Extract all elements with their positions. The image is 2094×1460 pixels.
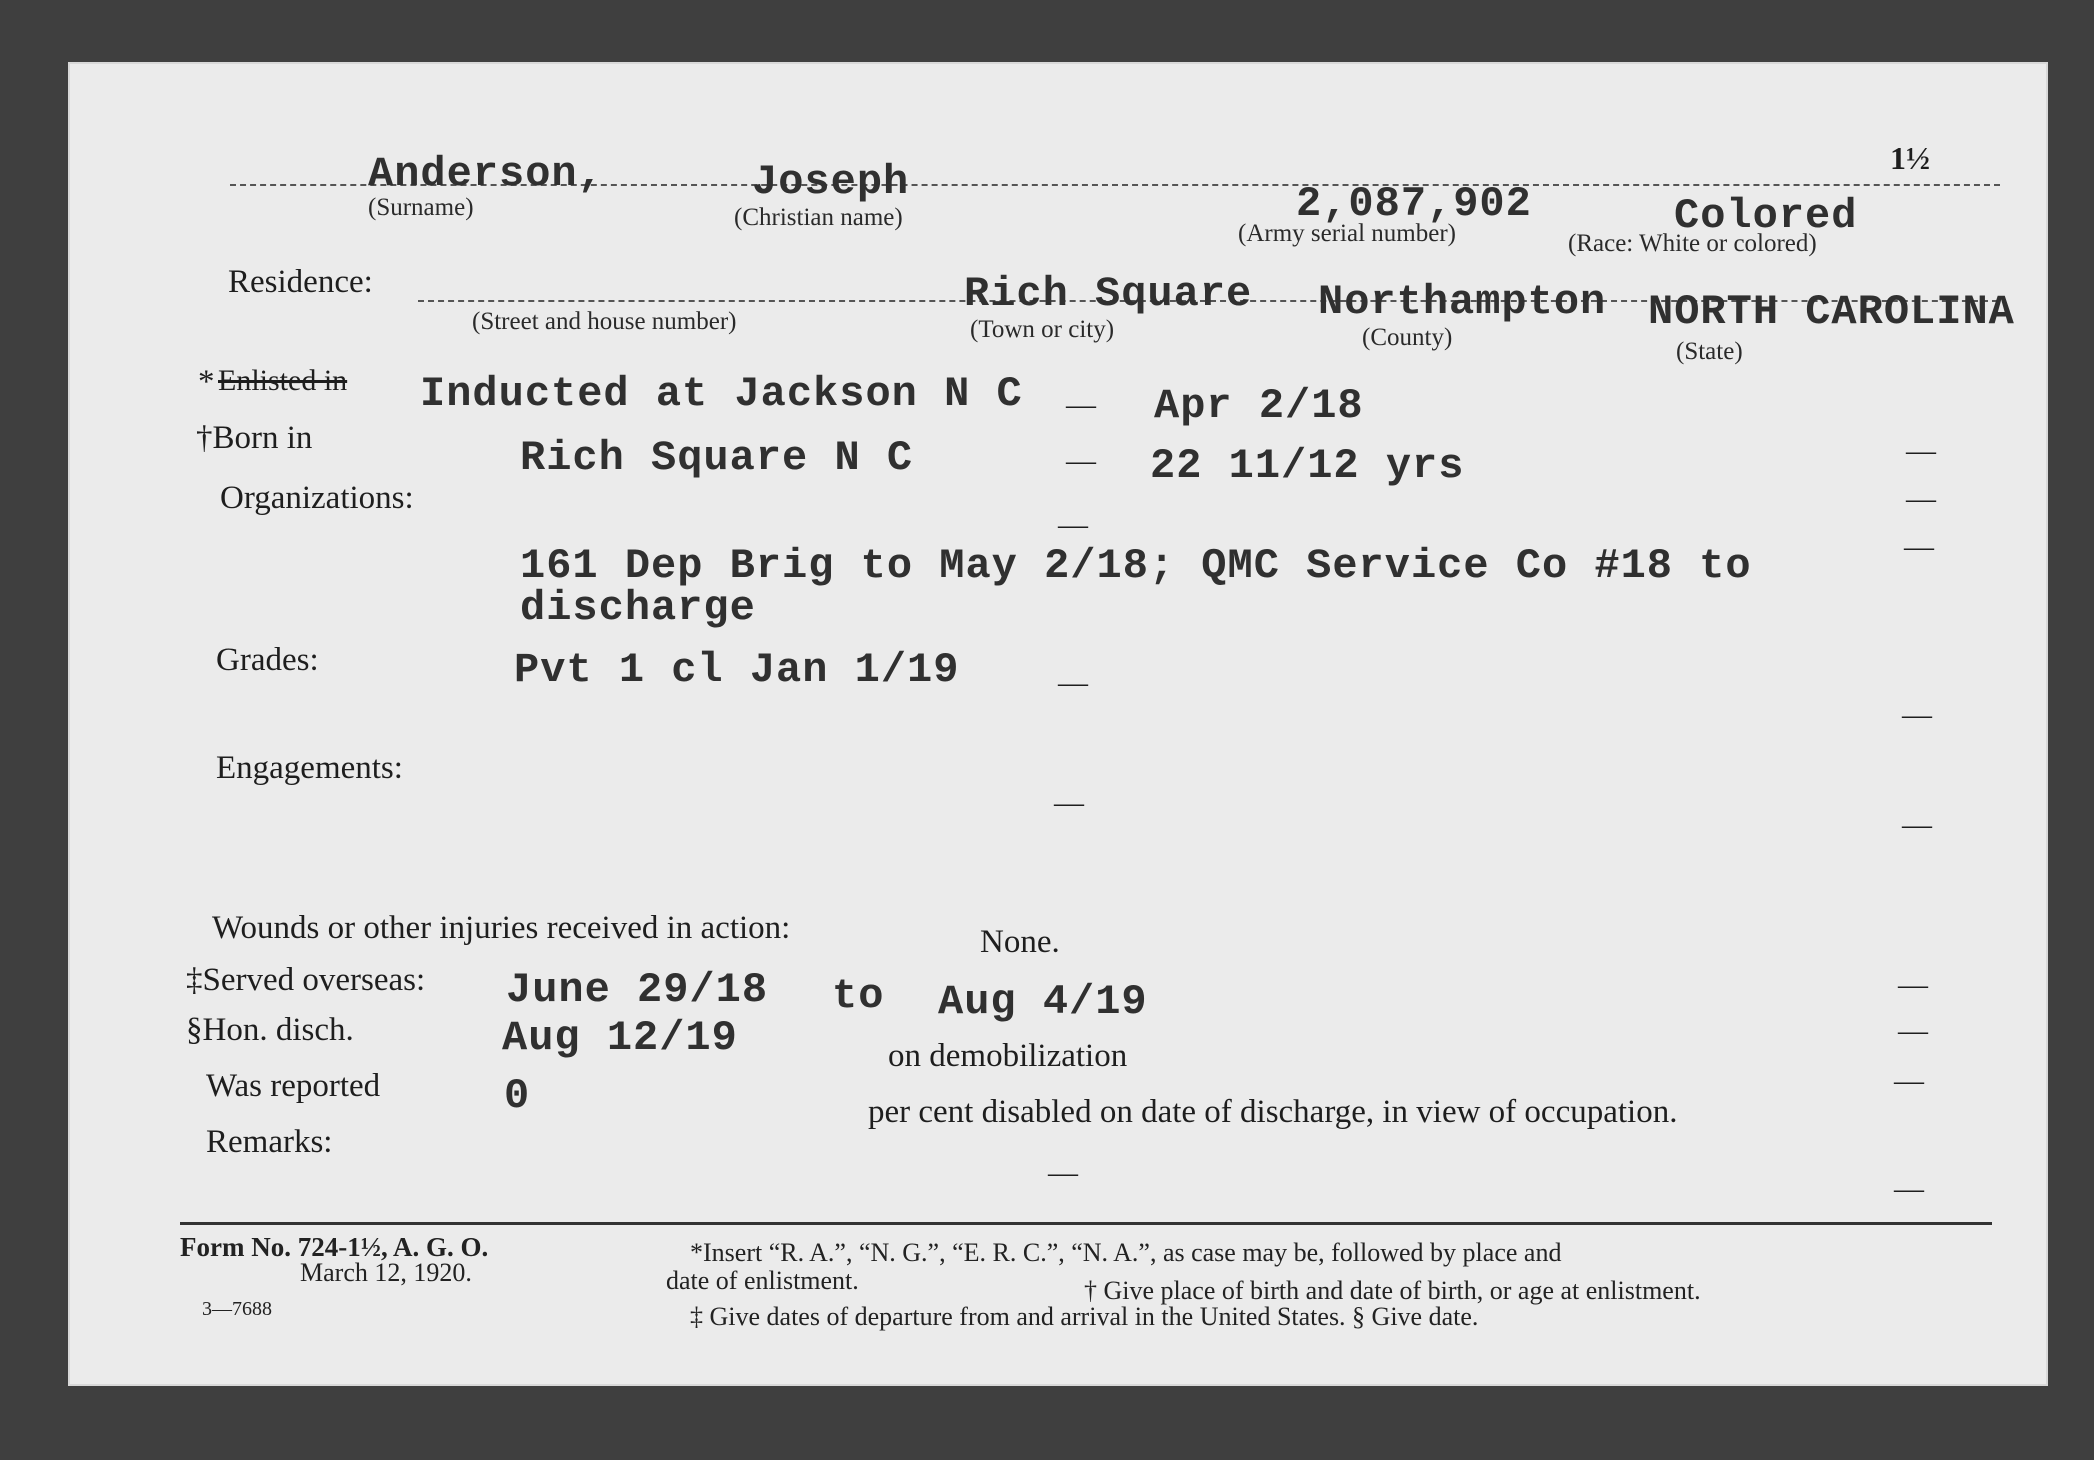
residence-label: Residence:	[228, 264, 373, 300]
right-dash-5: —	[1902, 808, 1932, 841]
discharge-label: §Hon. disch.	[186, 1012, 354, 1048]
remarks-label: Remarks:	[206, 1124, 333, 1160]
footnote-line-3: ‡ Give dates of departure from and arrival in the United States. § Give date.	[690, 1302, 1479, 1331]
grades-label: Grades:	[216, 642, 319, 678]
remarks-dash: —	[1048, 1156, 1078, 1189]
street-caption: (Street and house number)	[472, 308, 737, 335]
disabled-label: Was reported	[206, 1068, 381, 1104]
organizations-dash: —	[1058, 508, 1088, 541]
residence-state: NORTH CAROLINA	[1648, 288, 2015, 336]
enlisted-dash: —	[1066, 388, 1096, 421]
surname-value: Anderson,	[368, 150, 604, 198]
born-place: Rich Square N C	[520, 434, 914, 482]
christian-name-value: Joseph	[752, 158, 910, 206]
town-caption: (Town or city)	[970, 316, 1115, 343]
enlisted-date: Apr 2/18	[1154, 382, 1364, 430]
enlisted-struck-label: Enlisted in	[218, 364, 348, 397]
enlisted-value: Inducted at Jackson N C	[420, 370, 1023, 418]
grades-value: Pvt 1 cl Jan 1/19	[514, 646, 960, 694]
born-age: 22 11/12 yrs	[1150, 442, 1465, 490]
form-number: Form No. 724-1½, A. G. O.	[180, 1232, 489, 1262]
right-dash-4: —	[1902, 698, 1932, 731]
right-dash-3: —	[1904, 530, 1934, 563]
footnote-line-1: *Insert “R. A.”, “N. G.”, “E. R. C.”, “N. A.”, as case may be, followed by place and	[690, 1238, 1562, 1267]
footnote-line-2a: date of enlistment.	[666, 1266, 859, 1295]
county-caption: (County)	[1362, 324, 1453, 351]
overseas-to: Aug 4/19	[938, 978, 1148, 1026]
organizations-line-1: 161 Dep Brig to May 2/18; QMC Service Co #18 to	[520, 542, 1752, 590]
serial-number-value: 2,087,902	[1296, 180, 1532, 228]
state-caption: (State)	[1676, 338, 1743, 365]
enlisted-asterisk: *	[198, 364, 215, 400]
discharge-date: Aug 12/19	[502, 1014, 738, 1062]
footer-rule	[180, 1222, 1992, 1225]
right-dash-7: —	[1898, 1014, 1928, 1047]
engagements-label: Engagements:	[216, 750, 403, 786]
right-dash-2: —	[1906, 482, 1936, 515]
wounds-value: None.	[980, 924, 1060, 960]
disabled-text: per cent disabled on date of discharge, in view of occupation.	[868, 1094, 1678, 1130]
right-dash-1: —	[1906, 434, 1936, 467]
right-dash-8: —	[1894, 1064, 1924, 1097]
serial-number-caption: (Army serial number)	[1238, 220, 1456, 247]
right-dash-9: —	[1894, 1172, 1924, 1205]
born-dash: —	[1066, 444, 1096, 477]
wounds-label: Wounds or other injuries received in action:	[212, 910, 791, 946]
discharge-note: on demobilization	[888, 1038, 1128, 1074]
grades-dash: —	[1058, 666, 1088, 699]
race-caption: (Race: White or colored)	[1568, 230, 1817, 257]
organizations-line-2: discharge	[520, 584, 756, 632]
overseas-from: June 29/18	[506, 966, 769, 1014]
residence-town: Rich Square	[964, 270, 1253, 318]
born-label: †Born in	[196, 420, 313, 456]
disabled-value: 0	[504, 1072, 531, 1120]
organizations-label: Organizations:	[220, 480, 414, 516]
service-record-card	[68, 62, 2048, 1386]
surname-caption: (Surname)	[368, 194, 474, 221]
print-number: 3—7688	[202, 1298, 272, 1320]
overseas-to-word: to	[832, 972, 885, 1020]
form-date: March 12, 1920.	[300, 1258, 472, 1287]
christian-name-caption: (Christian name)	[734, 204, 903, 231]
race-value: Colored	[1674, 192, 1858, 240]
engagements-dash: —	[1054, 786, 1084, 819]
footnote-line-2b: † Give place of birth and date of birth, or age at enlistment.	[1084, 1276, 1701, 1305]
right-dash-6: —	[1898, 968, 1928, 1001]
corner-mark: 1½	[1890, 140, 1930, 176]
overseas-label: ‡Served overseas:	[186, 962, 426, 998]
residence-county: Northampton	[1318, 278, 1607, 326]
